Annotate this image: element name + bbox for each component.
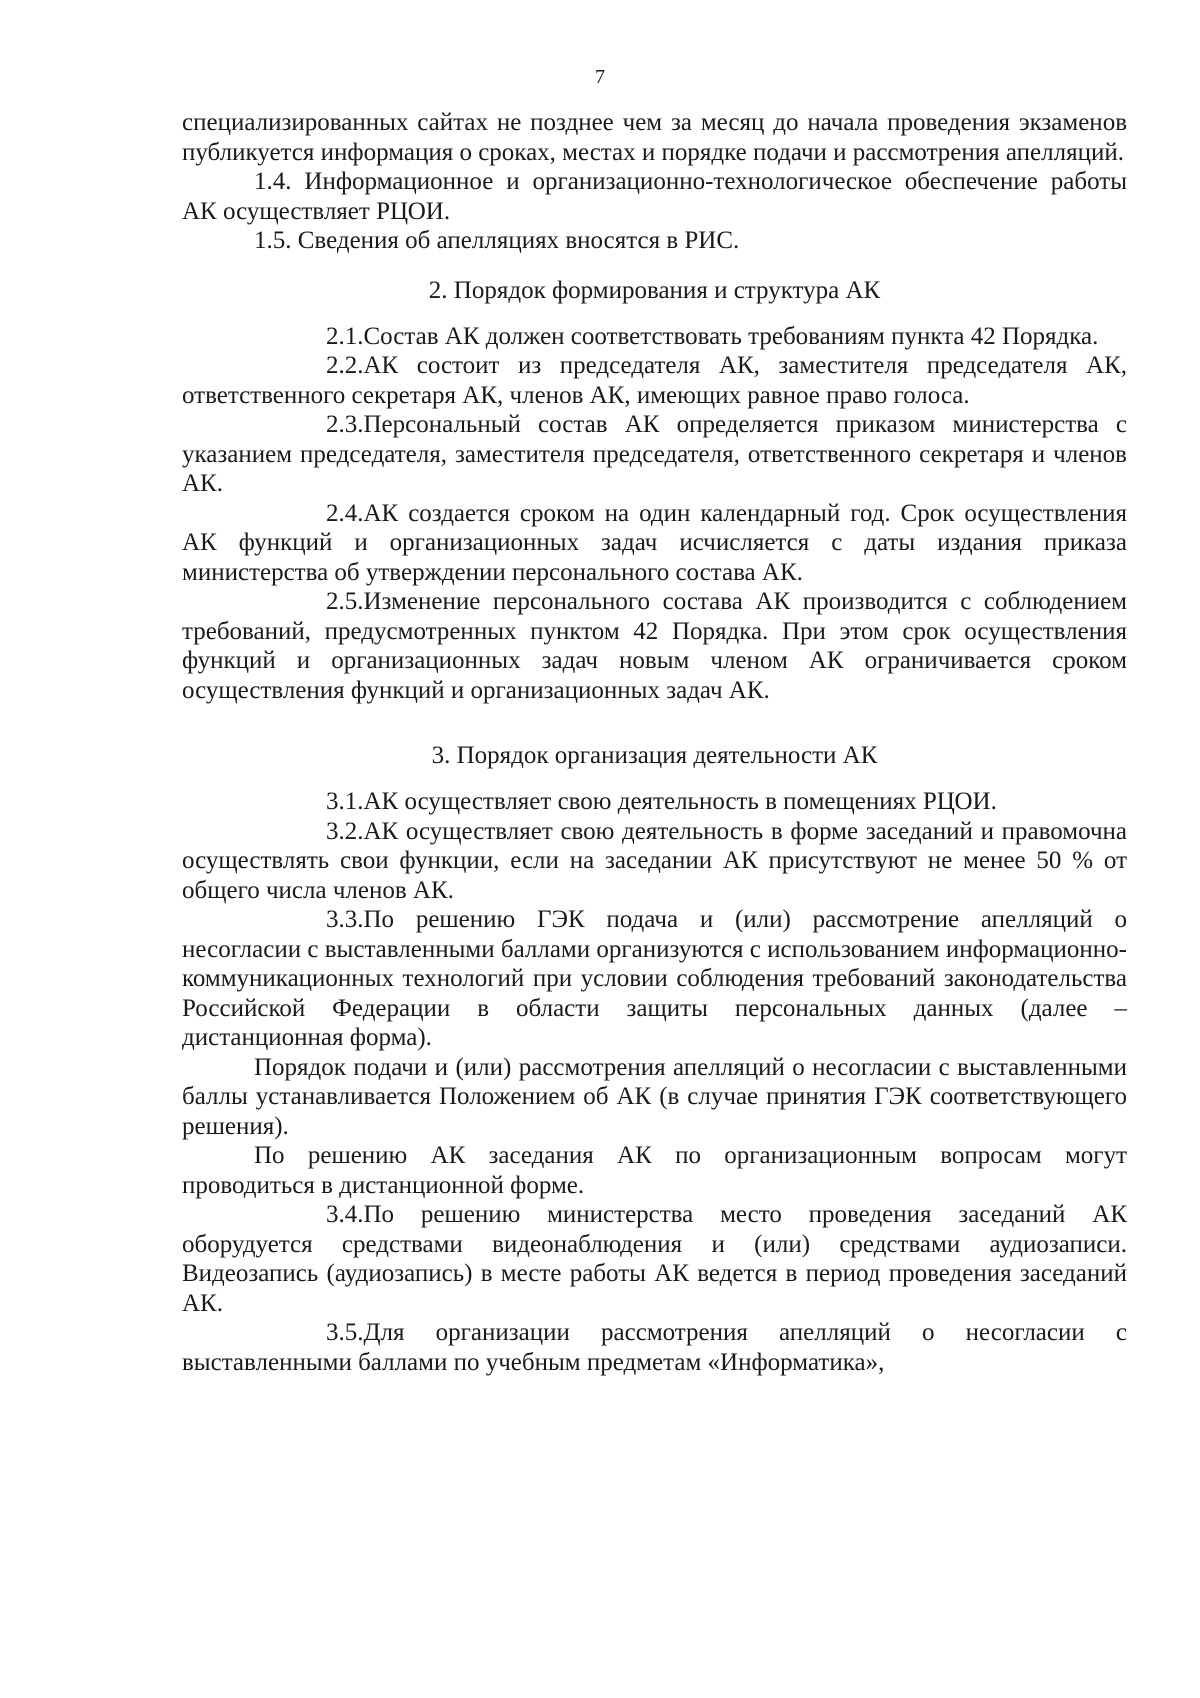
item-text: По решению ГЭК подача и (или) рассмотрение апелляций о несогласии с выставленными баллами организуются с использованием информационно-коммуникационных технологий при условии соблюдения требований законодательства Российской Федерации в области защиты персональных данных (далее – дистанционная форма).: [182, 906, 1127, 1051]
list-item: [182, 410, 1127, 499]
list-item: [182, 351, 1127, 410]
section-3-heading: 3. Порядок организация деятельности АК: [431, 742, 878, 769]
section-2-heading: 2. Порядок формирования и структура АК: [428, 276, 881, 304]
list-item: [182, 1200, 1127, 1318]
document-body: [182, 108, 1127, 1377]
list-item: [182, 499, 1127, 588]
list-item: [182, 587, 1127, 705]
paragraph-remote-meetings: По решению АК заседания АК по организационным вопросам могут проводиться в дистанционной форме.: [182, 1142, 1127, 1199]
item-number: 2.2.: [326, 352, 364, 379]
item-text: Персональный состав АК определяется приказом министерства с указанием председателя, заместителя председателя, ответственного секретаря и членов АК.: [182, 411, 1127, 497]
list-item: [182, 817, 1127, 906]
paragraph-1-4: 1.4. Информационное и организационно-технологическое обеспечение работы АК осуществляет РЦОИ.: [182, 168, 1127, 225]
item-text: АК осуществляет свою деятельность в форме заседаний и правомочна осуществлять свои функции, если на заседании АК присутствуют не менее 50 % от общего числа членов АК.: [182, 817, 1127, 904]
item-text: Состав АК должен соответствовать требованиям пункта 42 Порядка.: [363, 322, 1099, 350]
paragraph-procedure: Порядок подачи и (или) рассмотрения апелляций о несогласии с выставленными баллы устанавливается Положением об АК (в случае принятия ГЭК соответствующего решения).: [182, 1053, 1127, 1140]
item-number: 3.5.: [326, 1319, 364, 1346]
list-item: [182, 787, 1127, 817]
list-item: [182, 1318, 1127, 1377]
item-number: 3.2.: [326, 817, 364, 845]
list-item: [182, 905, 1127, 1053]
continuation-paragraph: специализированных сайтах не позднее чем за месяц до начала проведения экзаменов публикуется информация о сроках, местах и порядке подачи и рассмотрения апелляций.: [182, 109, 1127, 166]
item-number: 3.3.: [326, 906, 364, 933]
paragraph-1-5: 1.5. Сведения об апелляциях вносятся в РИС.: [254, 227, 740, 254]
item-number: 3.4.: [326, 1201, 364, 1228]
item-text: Для организации рассмотрения апелляций о несогласии с выставленными баллами по учебным предметам «Информатика»,: [182, 1319, 1127, 1376]
item-text: АК состоит из председателя АК, заместителя председателя АК, ответственного секретаря АК, членов АК, имеющих равное право голоса.: [182, 352, 1127, 409]
item-number: 2.5.: [326, 588, 364, 615]
list-item: [182, 322, 1127, 352]
item-text: Изменение персонального состава АК производится с соблюдением требований, предусмотренных пунктом 42 Порядка. При этом срок осуществления функций и организационных задач новым членом АК ограничивается сроком осуществления функций и организационных задач АК.: [182, 588, 1127, 704]
item-number: 2.1.: [326, 322, 364, 350]
item-number: 3.1.: [326, 788, 364, 815]
section-3-list: [182, 787, 1127, 1377]
section-2-list: [182, 322, 1127, 706]
item-number: 2.3.: [326, 411, 364, 438]
item-number: 2.4.: [326, 499, 364, 527]
item-text: АК осуществляет свою деятельность в помещениях РЦОИ.: [363, 788, 997, 815]
item-text: АК создается сроком на один календарный год. Срок осуществления АК функций и организационных задач исчисляется с даты издания приказа министерства об утверждении персонального состава АК.: [182, 499, 1127, 586]
item-text: По решению министерства место проведения заседаний АК оборудуется средствами видеонаблюдения и (или) средствами аудиозаписи. Видеозапись (аудиозапись) в месте работы АК ведется в период проведения заседаний АК.: [182, 1201, 1127, 1317]
page-number: 7: [595, 66, 605, 88]
